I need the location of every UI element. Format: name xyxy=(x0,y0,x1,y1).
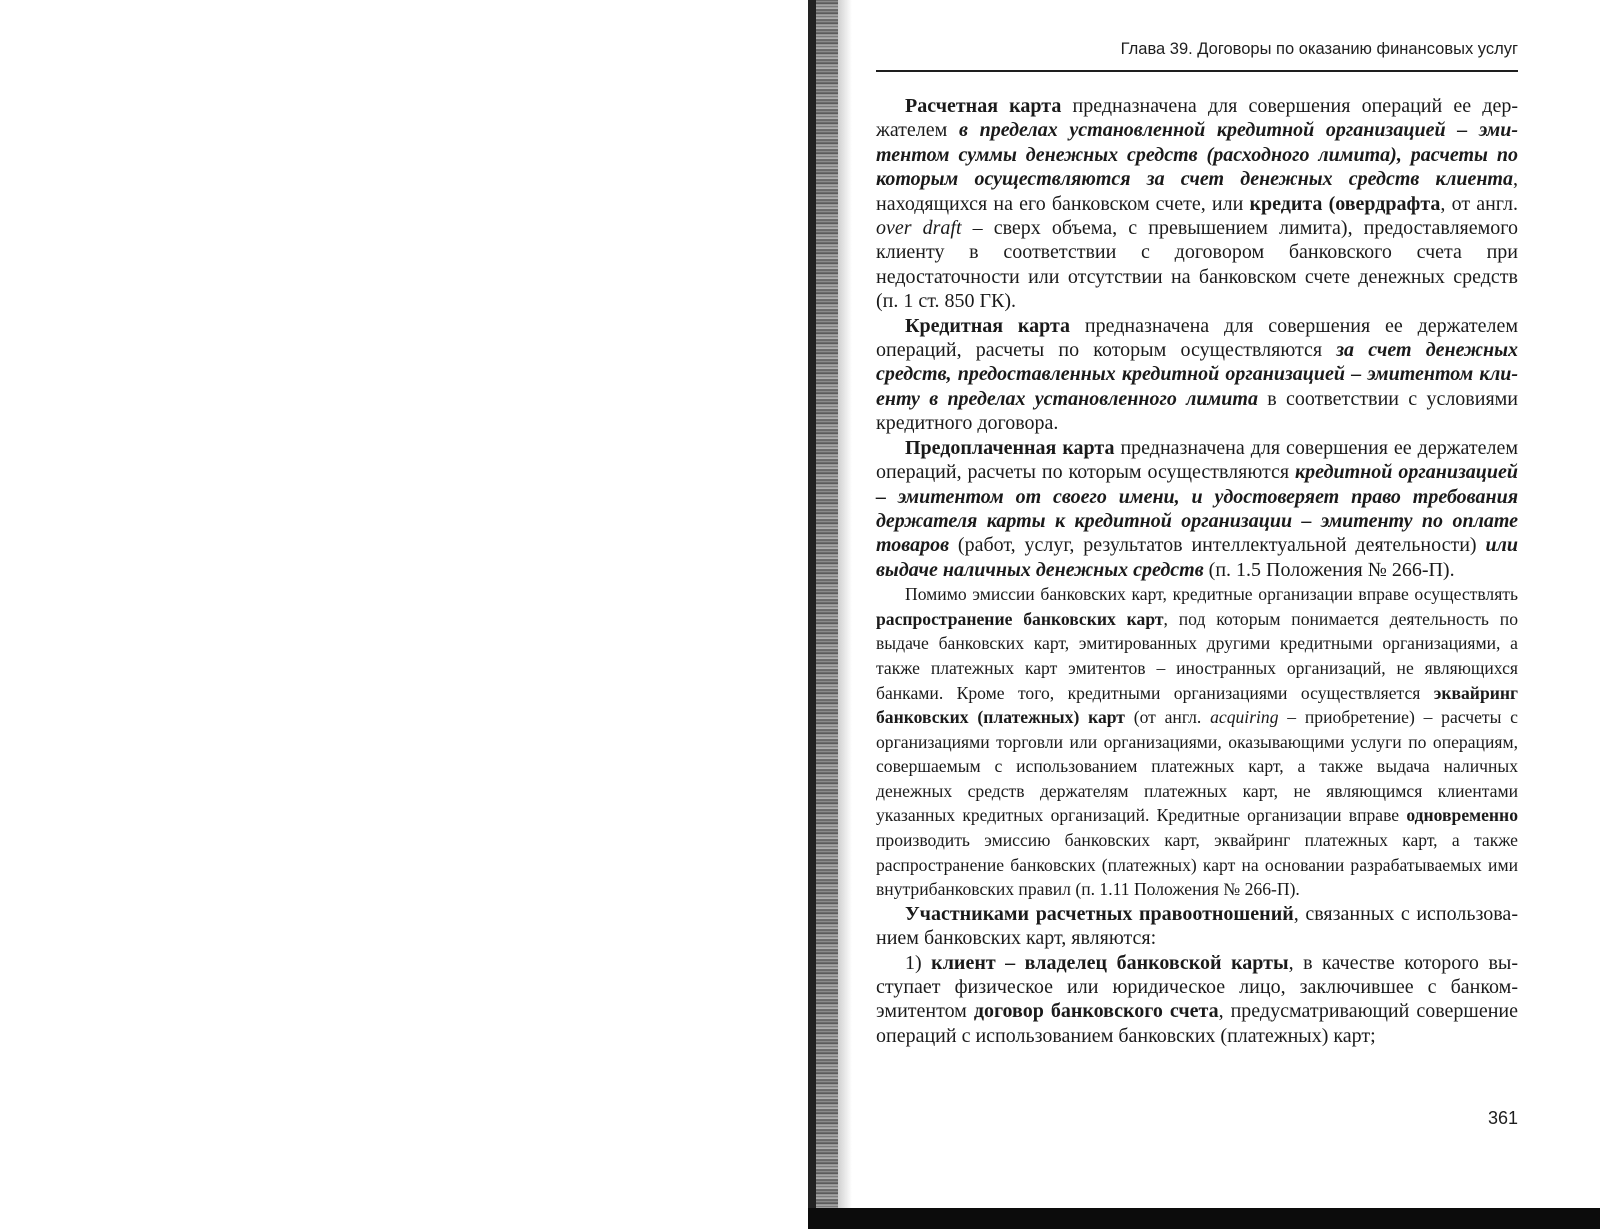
text-span: , находящихся на его банковском счете, или xyxy=(876,168,1518,215)
term-bank-account-contract: договор банковского счета xyxy=(973,1000,1219,1023)
paragraph-settlement-card xyxy=(876,94,1518,314)
foreign-term: over draft xyxy=(876,217,962,240)
emphasis-span: за счет денежных средств, предоставленных кредитной организацией – эмитентом клиенту в пределах установленного лимита xyxy=(876,339,1518,410)
page-number: 361 xyxy=(1487,1108,1518,1128)
paragraph-prepaid-card xyxy=(876,436,1518,582)
term-participants: Участниками расчетных правоотношений xyxy=(905,902,1294,925)
term-overdraft: кредита (овердрафта xyxy=(1249,192,1441,215)
header-rule xyxy=(876,70,1518,72)
text-span: , предусматривающий совершение операций с использованием банковских (платежных) карт; xyxy=(876,1000,1518,1047)
text-span: предназначена для совершения операций ее держателем xyxy=(876,95,1518,142)
text-span: – сверх объема, с превышением лимита), предоставляемого клиенту в соответствии с договором банковского счета при недостаточности или отсутствии на банковском счете денежных средств (п. 1 ст. 850 ГК). xyxy=(876,217,1518,313)
emphasis-span: кредитной организацией – эмитентом от своего имени, и удостоверяет право требования держателя карты к кредитной организации – эмитенту по оплате товаров xyxy=(876,461,1518,557)
text-span: , связанных с использованием банковских карт, являются: xyxy=(876,902,1518,950)
term-settlement-card: Расчетная карта xyxy=(905,95,1062,117)
paragraph-distribution xyxy=(876,582,1518,902)
emphasis-span: в пределах установленной кредитной организацией – эмитентом суммы денежных средств (расходного лимита), расчеты по которым осуществляются за счет денежных средств клиента xyxy=(876,119,1518,191)
text-span: (работ, услуг, результатов интеллектуальной деятельности) xyxy=(949,534,1486,557)
list-item-number: 1) xyxy=(905,951,932,974)
foreign-term: acquiring xyxy=(1210,707,1279,728)
text-span: , от англ. xyxy=(1440,192,1518,215)
text-span: предназначена для совершения ее держателем операций, расчеты по которым осуществляются xyxy=(876,314,1518,362)
page-body xyxy=(876,94,1518,1048)
text-span: , под которым понимается деятельность по выдаче банковских карт, эмитированных другими кредитными организациями, а также платежных карт эмитентов – иностранных организаций, не являющихся банками. Кроме того, кредитными организациями осуществляется xyxy=(876,608,1518,703)
text-span: Помимо эмиссии банковских карт, кредитные организации вправе осуществлять xyxy=(905,584,1518,605)
term-simultaneously: одновременно xyxy=(1406,805,1518,826)
term-card-owner: клиент – владелец банковской карты xyxy=(931,951,1289,974)
scan-bottom-edge xyxy=(808,1208,1600,1229)
term-prepaid-card: Предоплаченная карта xyxy=(905,436,1115,459)
text-span: , в качестве которого выступает физическое или юридическое лицо, заключившее с банком-эмитентом xyxy=(876,951,1518,1023)
text-span: предназначена для совершения ее держателем операций, расчеты по которым осуществляются xyxy=(876,436,1519,484)
emphasis-span: или выдаче наличных денежных средств xyxy=(876,534,1518,581)
paragraph-credit-card xyxy=(876,314,1518,436)
text-span: – приобретение) – расчеты с организациями торговли или организациями, оказывающими услуги по операциям, совершаемым с использованием платежных карт, а также выдача наличных денежных средств держателям платежных карт, не являющимся клиентами указанных кредитных организаций. Кредитные организации вправе xyxy=(876,707,1518,826)
book-gutter-fade xyxy=(838,0,852,1229)
text-span: (от англ. xyxy=(1124,707,1211,728)
text-span: в соответствии с условиями кредитного договора. xyxy=(876,387,1518,435)
text-span: (п. 1.5 Положения № 266-П). xyxy=(1203,558,1455,581)
running-header-title: Глава 39. Договоры по оказанию финансовых услуг xyxy=(1120,40,1518,58)
book-spine-edge xyxy=(808,0,816,1229)
list-item-1 xyxy=(876,951,1518,1049)
paragraph-participants xyxy=(876,902,1518,951)
term-credit-card: Кредитная карта xyxy=(905,314,1071,337)
text-span: производить эмиссию банковских карт, эквайринг платежных карт, а также распространение банковских (платежных) карт на основании разрабатываемых ими внутрибанковских правил (п. 1.11 Положения № 266-П). xyxy=(876,830,1518,900)
term-acquiring: эквайринг банковских (платежных) карт xyxy=(876,682,1518,728)
term-card-distribution: распространение банковских карт xyxy=(876,608,1164,629)
